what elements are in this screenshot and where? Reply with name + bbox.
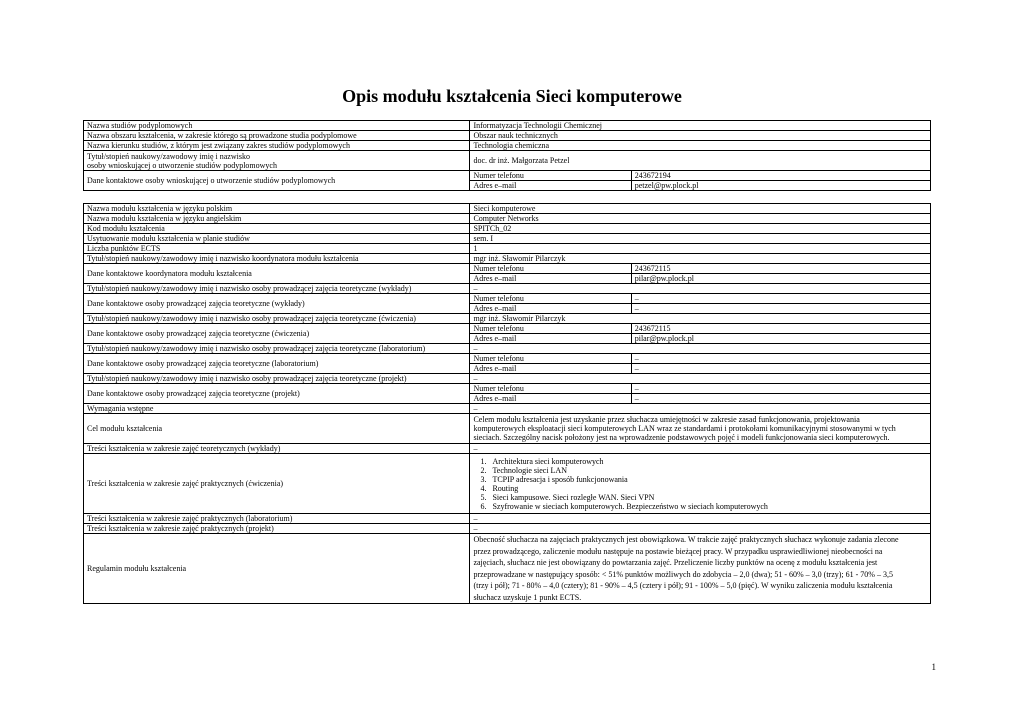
table-row (84, 204, 931, 214)
list-item: 3. TCPIP adresacja i sposób funkcjonowania (488, 475, 927, 484)
contact-label: Numer telefonu (470, 384, 631, 394)
row-value: Informatyzacja Technologii Chemicznej (470, 121, 931, 131)
contact-value: pilar@pw.plock.pl (631, 274, 930, 284)
row-label: Tytuł/stopień naukowy/zawodowy imię i nazwisko osoby prowadzącej zajęcia teoretyczne (laboratorium) (84, 344, 470, 354)
row-value: Technologia chemiczna (470, 141, 931, 151)
list-item: 4. Routing (488, 484, 927, 493)
row-label: Nazwa modułu kształcenia w języku polskim (84, 204, 470, 214)
row-label: Treści kształcenia w zakresie zajęć praktycznych (ćwiczenia) (84, 454, 470, 514)
table-row (84, 224, 931, 234)
table-row (84, 344, 931, 354)
list-item: 2. Technologie sieci LAN (488, 466, 927, 475)
row-value: – (470, 514, 931, 524)
row-value: 1 (470, 244, 931, 254)
row-value: – (470, 284, 931, 294)
table-row (84, 404, 931, 414)
table-row (84, 524, 931, 534)
module-goal (470, 414, 931, 444)
row-value: – (470, 344, 931, 354)
row-label: Nazwa studiów podyplomowych (84, 121, 470, 131)
table-row (84, 294, 931, 304)
row-value: sem. I (470, 234, 931, 244)
row-label: Cel modułu kształcenia (84, 414, 470, 444)
rules-line: Obecność słuchacza na zajęciach praktycznych jest obowiązkowa. W trakcie zajęć praktycznych słuchacz wykonuje zadania zlecone (473, 535, 899, 544)
row-label: Usytuowanie modułu kształcenia w planie studiów (84, 234, 470, 244)
contact-value: – (631, 394, 930, 404)
studies-info-table (83, 120, 931, 191)
contact-value: – (631, 294, 930, 304)
row-label: Wymagania wstępne (84, 404, 470, 414)
row-label: Dane kontaktowe osoby prowadzącej zajęcia teoretyczne (laboratorium) (84, 354, 470, 374)
goal-line: komputerowych eksploatacji sieci komputerowych LAN wraz ze standardami i protokołami komunikacyjnymi stosowanymi w tych (473, 424, 896, 433)
row-label: Tytuł/stopień naukowy/zawodowy imię i nazwisko osoby prowadzącej zajęcia teoretyczne (projekt) (84, 374, 470, 384)
table-row (84, 264, 931, 274)
list-item: 5. Sieci kampusowe. Sieci rozległe WAN. Sieci VPN (488, 493, 927, 502)
row-value: Sieci komputerowe (470, 204, 931, 214)
table-row (84, 131, 931, 141)
table-row (84, 254, 931, 264)
table-row (84, 214, 931, 224)
row-value: – (470, 444, 931, 454)
table-row (84, 141, 931, 151)
table-row (84, 324, 931, 334)
contact-label: Adres e–mail (470, 334, 631, 344)
rules-line: przeprowadzane w następujący sposób: < 51% punktów możliwych do zdobycia – 2,0 (dwa); 51 - 60% – 3,0 (trzy); 61 - 70% – 3,5 (473, 569, 893, 579)
row-label: Liczba punktów ECTS (84, 244, 470, 254)
row-label-line: osoby wnioskującej o utworzenie studiów podyplomowych (87, 160, 277, 170)
table-row (84, 354, 931, 364)
goal-line: sieciach. Szczególny nacisk położony jest na wprowadzenie podstawowych pojęć i modeli funkcjonowania sieci komputerowych. (473, 433, 890, 442)
contact-value: petzel@pw.plock.pl (631, 181, 930, 191)
list-item: 1. Architektura sieci komputerowych (488, 457, 927, 466)
row-label: Treści kształcenia w zakresie zajęć praktycznych (laboratorium) (84, 514, 470, 524)
contact-label: Numer telefonu (470, 354, 631, 364)
contact-value: – (631, 364, 930, 374)
module-info-table (83, 203, 931, 604)
row-value: – (470, 404, 931, 414)
row-label: Treści kształcenia w zakresie zajęć teoretycznych (wykłady) (84, 444, 470, 454)
row-value: SPITCh_02 (470, 224, 931, 234)
row-label: Dane kontaktowe koordynatora modułu kształcenia (84, 264, 470, 284)
table-row (84, 244, 931, 254)
row-label: Tytuł/stopień naukowy/zawodowy imię i nazwisko osoby prowadzącej zajęcia teoretyczne (wykłady) (84, 284, 470, 294)
row-value: Computer Networks (470, 214, 931, 224)
row-label: Regulamin modułu kształcenia (84, 534, 470, 604)
row-label: Tytuł/stopień naukowy/zawodowy imię i nazwisko osoby prowadzącej zajęcia teoretyczne (ćwiczenia) (84, 314, 470, 324)
row-label: Treści kształcenia w zakresie zajęć praktycznych (projekt) (84, 524, 470, 534)
row-label: Nazwa kierunku studiów, z którym jest związany zakres studiów podyplomowych (84, 141, 470, 151)
row-label: Dane kontaktowe osoby prowadzącej zajęcia teoretyczne (projekt) (84, 384, 470, 404)
table-row (84, 514, 931, 524)
contact-label: Numer telefonu (470, 264, 631, 274)
table-row (84, 171, 931, 181)
contact-label: Numer telefonu (470, 294, 631, 304)
table-row (84, 151, 931, 171)
row-label: Dane kontaktowe osoby prowadzącej zajęcia teoretyczne (wykłady) (84, 294, 470, 314)
row-label: Nazwa modułu kształcenia w języku angielskim (84, 214, 470, 224)
row-value: mgr inż. Sławomir Pilarczyk (470, 254, 931, 264)
table-row (84, 121, 931, 131)
exercise-content (470, 454, 931, 514)
contact-label: Adres e–mail (470, 304, 631, 314)
table-row (84, 534, 931, 604)
contact-value: pilar@pw.plock.pl (631, 334, 930, 344)
rules-line: zajęciach, słuchacz nie jest obowiązany do powtarzania zajęć. Przeliczenie liczby punktów na ocenę z modułu kształcenia jest (473, 558, 878, 567)
table-row (84, 314, 931, 324)
goal-line: Celem modułu kształcenia jest uzyskanie przez słuchacza umiejętności w zakresie zasad funkcjonowania, projektowania (473, 415, 860, 424)
table-row (84, 234, 931, 244)
contact-value: 243672115 (631, 324, 930, 334)
table-row (84, 374, 931, 384)
contact-value: – (631, 384, 930, 394)
row-label: Dane kontaktowe osoby prowadzącej zajęcia teoretyczne (ćwiczenia) (84, 324, 470, 344)
row-value: Obszar nauk technicznych (470, 131, 931, 141)
row-label: Dane kontaktowe osoby wnioskującej o utworzenie studiów podyplomowych (84, 171, 470, 191)
contact-value: – (631, 354, 930, 364)
exercise-topics-list (473, 457, 927, 511)
table-row (84, 454, 931, 514)
contact-label: Numer telefonu (470, 324, 631, 334)
table-row (84, 444, 931, 454)
contact-value: – (631, 304, 930, 314)
module-rules (470, 534, 931, 604)
contact-label: Adres e–mail (470, 181, 631, 191)
rules-line: przez prowadzącego, zaliczenie modułu następuje na postawie bieżącej pracy. W przypadku usprawiedliwionej nieobecności na (473, 546, 883, 556)
row-label-line: Tytuł/stopień naukowy/zawodowy imię i nazwisko (87, 151, 250, 161)
row-value: mgr inż. Sławomir Pilarczyk (470, 314, 931, 324)
row-value: – (470, 374, 931, 384)
contact-label: Adres e–mail (470, 364, 631, 374)
table-row (84, 284, 931, 294)
table-row (84, 414, 931, 444)
rules-line: słuchacz uzyskuje 1 punkt ECTS. (473, 592, 582, 602)
list-item: 6. Szyfrowanie w sieciach komputerowych. Bezpieczeństwo w sieciach komputerowych (488, 502, 927, 511)
row-label: Nazwa obszaru kształcenia, w zakresie którego są prowadzone studia podyplomowe (84, 131, 470, 141)
table-row (84, 384, 931, 394)
row-value: – (470, 524, 931, 534)
contact-value: 243672194 (631, 171, 930, 181)
row-label: Kod modułu kształcenia (84, 224, 470, 234)
row-value: doc. dr inż. Małgorzata Petzel (470, 151, 931, 171)
contact-label: Adres e–mail (470, 394, 631, 404)
row-label: Tytuł/stopień naukowy/zawodowy imię i nazwisko koordynatora modułu kształcenia (84, 254, 470, 264)
row-label (84, 151, 470, 171)
contact-value: 243672115 (631, 264, 930, 274)
rules-line: (trzy i pół); 71 - 80% – 4,0 (cztery); 81 - 90% – 4,5 (cztery i pół); 91 - 100% – 5,0 (pięć). W wyniku zaliczenia modułu kształcenia (473, 581, 893, 590)
contact-label: Adres e–mail (470, 274, 631, 284)
page-title: Opis modułu kształcenia Sieci komputerowe (342, 86, 682, 106)
contact-label: Numer telefonu (470, 171, 631, 181)
page-number: 1 (931, 662, 936, 672)
